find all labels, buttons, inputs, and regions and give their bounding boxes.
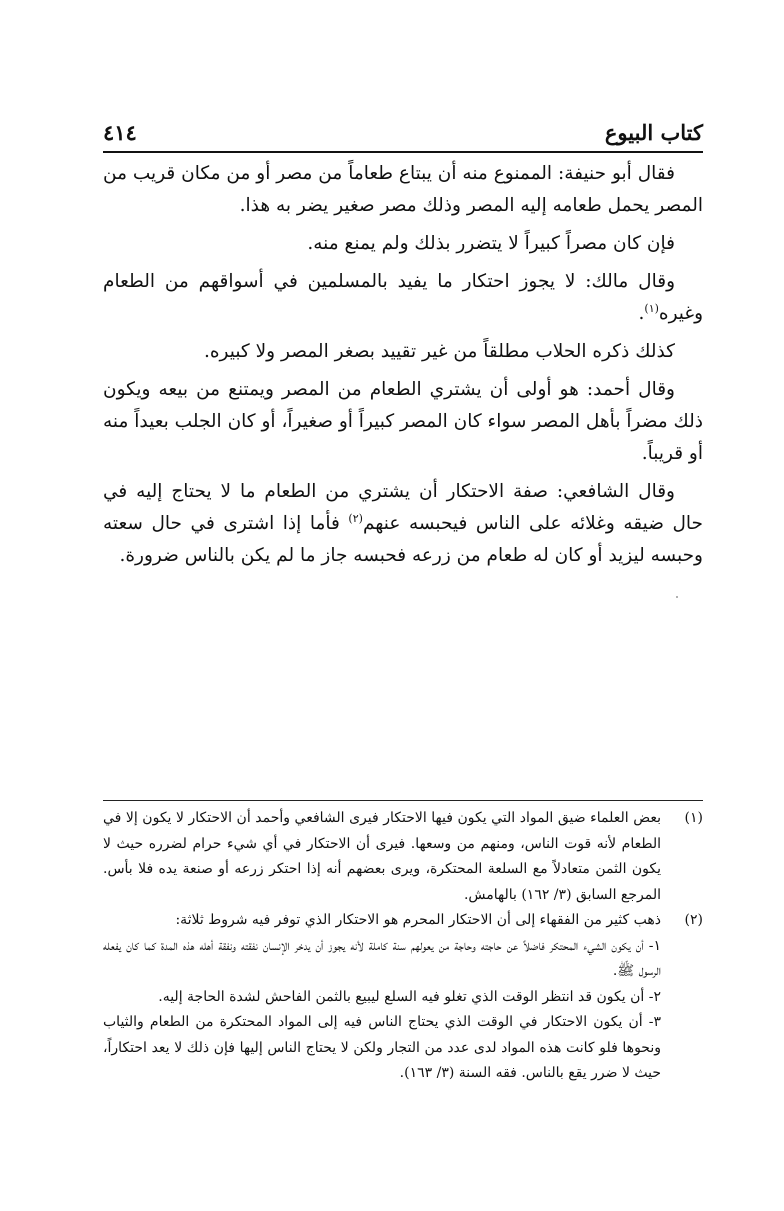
paragraph-shafii [103,476,703,572]
page-number: ٤١٤ [103,120,137,145]
footnote-divider [103,800,703,801]
footnotes [103,806,703,1087]
footnote-line: ذهب كثير من الفقهاء إلى أن الاحتكار المحرم هو الاحتكار الذي توفر فيه شروط ثلاثة: [175,912,661,928]
footnote-1 [103,806,703,908]
chapter-title: كتاب البيوع [604,120,703,145]
footnote-number: (٢) [684,912,703,928]
footnote-line: ٢- أن يكون قد انتظر الوقت الذي تغلو فيه السلع ليبيع بالثمن الفاحش لشدة الحاجة إليه. [158,988,661,1005]
stray-mark [676,596,678,598]
paragraph-abu-hanifa: فقال أبو حنيفة: الممنوع منه أن يبتاع طعاماً من مصر أو من مكان قريب من المصر يحمل طعامه إليه المصر وذلك مصر صغير يضر به هذا. [103,163,703,216]
paragraph-shafii-text-a: وقال الشافعي: صفة الاحتكار أن يشتري من الطعام ما لا يحتاج إليه في حال ضيقه وغلائه على الناس فيحبسه عنهم [103,481,703,534]
paragraph-malik [103,266,703,330]
footnote-line: ١- أن يكون الشيء المحتكر فاضلاً عن حاجته وحاجة من يعولهم سنة كاملة لأنه يجوز أن يدخر الإنسان نفقته ونفقة أهله هذه المدة كما كان يفعله الرسول ﷺ. [103,937,661,979]
paragraph-shafii-text-b: فأما إذا اشترى في حال سعته وحبسه ليزيد أو كان له طعام من زرعه فحبسه جاز ما لم يكن بالناس ضرورة. [103,513,703,566]
paragraph-malik-end: . [638,303,645,324]
paragraph-large-city: فإن كان مصراً كبيراً لا يتضرر بذلك ولم يمنع منه. [307,233,675,254]
footnote-2 [103,908,703,1087]
paragraph-hallab: كذلك ذكره الحلاب مطلقاً من غير تقييد بصغر المصر ولا كبيره. [203,341,675,362]
footnote-number: (١) [684,810,703,826]
footnote-line: ٣- أن يكون الاحتكار في الوقت الذي يحتاج الناس فيه إلى المواد المحتكرة من الطعام والثياب ونحوها فلو كانت هذه المواد لدى عدد من التجار ولكن لا يحتاج الناس إليها فإن ذلك لا يعد احتكاراً، حيث لا ضرر يقع بالناس. فقه السنة (٣/ ١٦٣). [103,1014,661,1081]
page-header [103,118,703,152]
footnote-line: بعض العلماء ضيق المواد التي يكون فيها الاحتكار فيرى الشافعي وأحمد أن الاحتكار لا يكون إلا في الطعام لأنه قوت الناس، ومنهم من وسعها. فيرى أن الاحتكار في أي شيء حرام لضرره حيث لا يكون الثمن متعادلاً مع السلعة المحتكرة، ويرى بعضهم أنه إذا احتكر زرعه أو صنعة يده فلا بأس. المرجع السابق (٣/ ١٦٢) بالهامش. [103,810,661,903]
main-text [103,158,703,578]
footnote-ref-1[interactable]: (١) [644,301,659,315]
header-divider [103,151,703,153]
footnote-ref-2[interactable]: (٢) [348,511,363,525]
paragraph-ahmad: وقال أحمد: هو أولى أن يشتري الطعام من المصر ويمتنع من بيعه ويكون ذلك مضراً بأهل المصر سواء كان المصر كبيراً أو صغيراً، أو كان الجلب بعيداً منه أو قريباً. [103,379,703,464]
paragraph-malik-text: وقال مالك: لا يجوز احتكار ما يفيد بالمسلمين في أسواقهم من الطعام وغيره [103,271,703,324]
